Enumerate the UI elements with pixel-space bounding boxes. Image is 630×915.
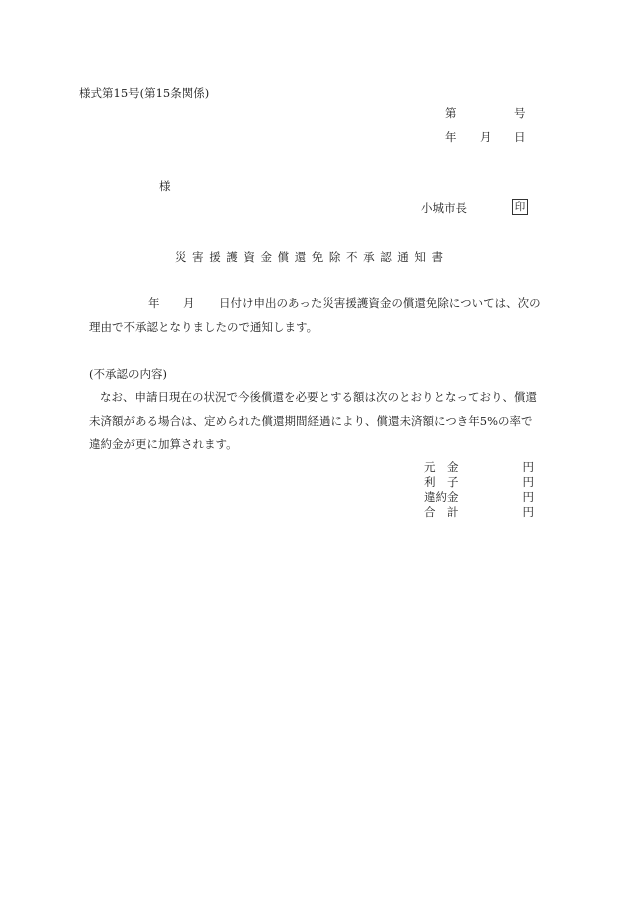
doc-number-prefix: 第 (445, 106, 457, 120)
seal-box: 印 (512, 199, 528, 215)
amount-row-total (424, 505, 534, 519)
body-year: 年 (148, 296, 160, 310)
amount-row-penalty (424, 490, 534, 504)
amount-row-principal (424, 460, 534, 474)
document-title: 災害援護資金償還免除不承認通知書 (175, 250, 449, 264)
body-line-1: 日付け申出のあった災害援護資金の償還免除については、次の (219, 296, 541, 310)
date-day: 日 (514, 130, 526, 144)
body-line-2: 理由で不承認となりましたので通知します。 (89, 320, 319, 334)
amount-label: 利 子 (424, 475, 459, 489)
amount-row-interest (424, 475, 534, 489)
doc-number-suffix: 号 (514, 106, 526, 120)
amount-unit: 円 (522, 475, 534, 489)
amount-label: 元 金 (424, 460, 459, 474)
issuer-name: 小城市長 (421, 201, 467, 215)
amount-unit: 円 (522, 490, 534, 504)
date-year: 年 (445, 130, 457, 144)
reason-heading: (不承認の内容) (89, 367, 167, 381)
amount-label: 違約金 (424, 490, 459, 504)
reason-line-2: 未済額がある場合は、定められた償還期間経過により、償還未済額につき年5%の率で (89, 414, 533, 428)
reason-line-3: 違約金が更に加算されます。 (89, 437, 238, 451)
amount-unit: 円 (522, 505, 534, 519)
form-number: 様式第15号(第15条関係) (79, 86, 210, 100)
reason-line-1: なお、申請日現在の状況で今後償還を必要とする額は次のとおりとなっており、償還 (100, 390, 537, 404)
recipient-honorific: 様 (159, 179, 171, 193)
amount-label: 合 計 (424, 505, 459, 519)
body-month: 月 (183, 296, 195, 310)
amount-unit: 円 (522, 460, 534, 474)
date-month: 月 (480, 130, 492, 144)
